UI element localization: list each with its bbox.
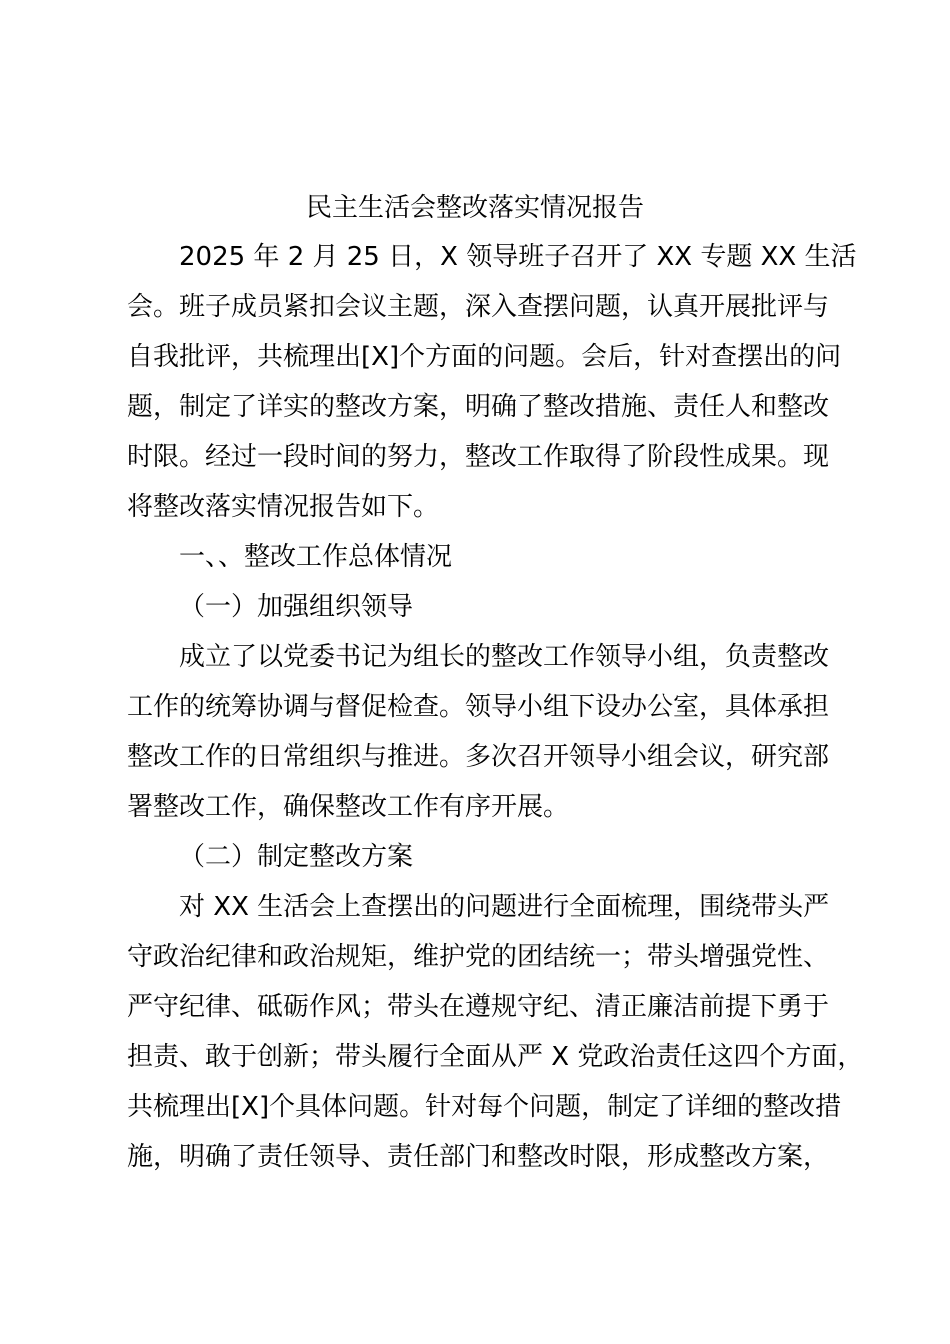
paragraph-line: 将整改落实情况报告如下。 bbox=[127, 492, 440, 522]
subsection-heading: （二）制定整改方案 bbox=[179, 842, 414, 872]
paragraph-line: 成立了以党委书记为组长的整改工作领导小组，负责整改 bbox=[179, 642, 830, 672]
subsection-heading: （一）加强组织领导 bbox=[179, 592, 414, 622]
paragraph-line: 担责、敢于创新；带头履行全面从严 X 党政治责任这四个方面， bbox=[127, 1042, 864, 1072]
paragraph-line: 2025 年 2 月 25 日，X 领导班子召开了 XX 专题 XX 生活 bbox=[179, 242, 857, 272]
paragraph-line: 共梳理出[X]个具体问题。针对每个问题，制定了详细的整改措 bbox=[127, 1092, 842, 1122]
paragraph-line: 署整改工作，确保整改工作有序开展。 bbox=[127, 792, 570, 822]
paragraph-line: 时限。经过一段时间的努力，整改工作取得了阶段性成果。现 bbox=[127, 442, 830, 472]
paragraph-line: 严守纪律、砥砺作风；带头在遵规守纪、清正廉洁前提下勇于 bbox=[127, 992, 830, 1022]
paragraph-line: 自我批评，共梳理出[X]个方面的问题。会后，针对查摆出的问 bbox=[127, 342, 842, 372]
paragraph-line: 题，制定了详实的整改方案，明确了整改措施、责任人和整改 bbox=[127, 392, 830, 422]
paragraph-line: 守政治纪律和政治规矩，维护党的团结统一；带头增强党性、 bbox=[127, 942, 830, 972]
section-heading: 一、、整改工作总体情况 bbox=[179, 542, 453, 572]
paragraph-line: 工作的统筹协调与督促检查。领导小组下设办公室，具体承担 bbox=[127, 692, 830, 722]
paragraph-line: 对 XX 生活会上查摆出的问题进行全面梳理，围绕带头严 bbox=[179, 892, 830, 922]
document-title: 民主生活会整改落实情况报告 bbox=[305, 193, 644, 223]
paragraph-line: 施，明确了责任领导、责任部门和整改时限，形成整改方案， bbox=[127, 1142, 830, 1172]
paragraph-line: 会。班子成员紧扣会议主题，深入查摆问题，认真开展批评与 bbox=[127, 292, 830, 322]
paragraph-line: 整改工作的日常组织与推进。多次召开领导小组会议，研究部 bbox=[127, 742, 830, 772]
document-body bbox=[127, 232, 864, 1182]
